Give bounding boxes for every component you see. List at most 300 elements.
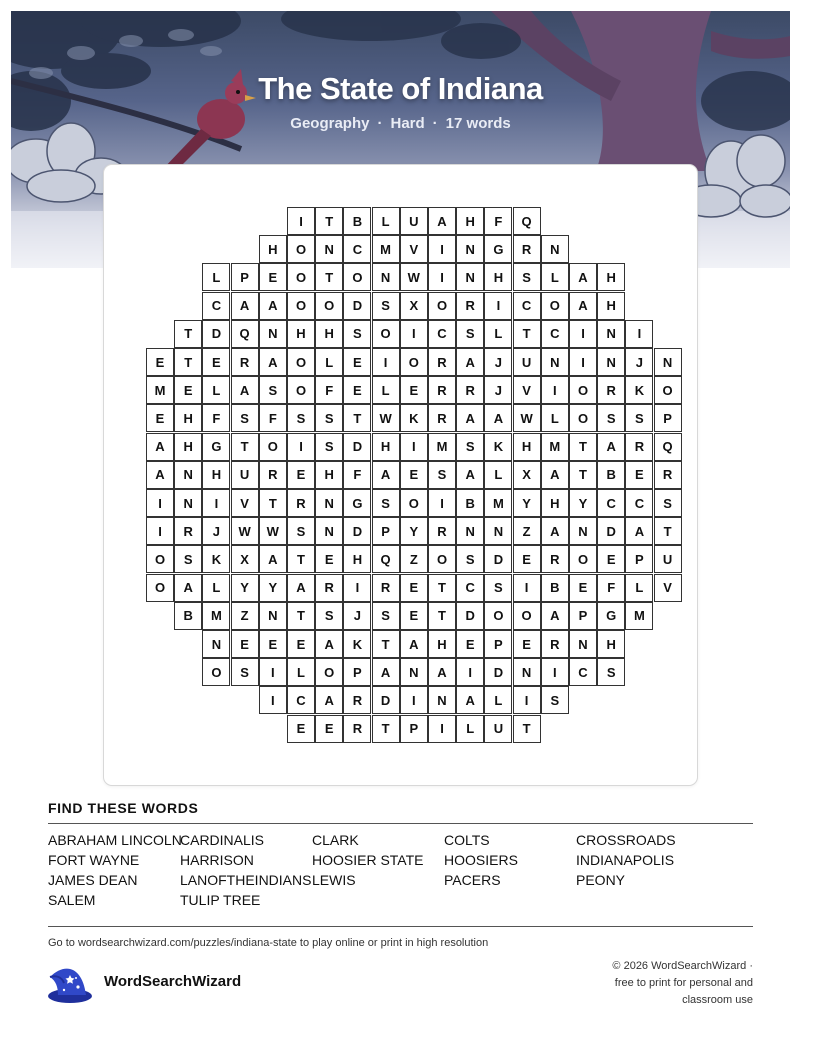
grid-cell: E [287,630,315,658]
grid-cell: R [428,404,456,432]
grid-cell: S [456,545,484,573]
grid-cell: S [231,658,259,686]
grid-cell: N [569,517,597,545]
grid-cell: I [400,686,428,714]
grid-cell: N [315,517,343,545]
grid-cell: I [259,658,287,686]
grid-cell: I [343,574,371,602]
grid-cell: Q [654,433,682,461]
grid-cell: D [343,517,371,545]
word-list-item: COLTS [444,832,490,848]
grid-cell: M [541,433,569,461]
grid-cell: Z [513,517,541,545]
grid-cell: N [597,320,625,348]
grid-cell: O [146,574,174,602]
grid-cell: O [569,404,597,432]
grid-cell: T [513,715,541,743]
grid-cell: T [513,320,541,348]
grid-cell: J [343,602,371,630]
grid-cell: F [259,404,287,432]
grid-cell: S [484,574,512,602]
grid-cell: L [202,376,230,404]
grid-cell: A [541,461,569,489]
grid-cell: S [315,433,343,461]
grid-cell: R [174,517,202,545]
grid-cell: L [541,263,569,291]
puzzle-meta [11,115,790,132]
grid-cell: C [625,489,653,517]
grid-cell: E [343,376,371,404]
grid-cell: E [400,376,428,404]
grid-cell: Y [231,574,259,602]
difficulty-label: Hard [390,115,425,132]
grid-cell: N [428,686,456,714]
grid-cell: O [513,602,541,630]
grid-cell: O [428,545,456,573]
grid-cell: O [287,292,315,320]
grid-cell: E [400,602,428,630]
grid-cell: N [597,348,625,376]
grid-cell: R [231,348,259,376]
grid-cell: A [259,545,287,573]
word-list-item: INDIANAPOLIS [576,852,675,868]
grid-cell: A [597,433,625,461]
grid-cell: O [259,433,287,461]
word-list-item: PACERS [444,872,501,888]
copyright-line: free to print for personal and [614,977,753,989]
grid-cell: Z [400,545,428,573]
grid-cell: D [597,517,625,545]
grid-cell: H [343,545,371,573]
grid-cell: H [174,404,202,432]
word-list-item: SALEM [48,892,96,908]
grid-cell: T [343,404,371,432]
grid-cell: E [259,263,287,291]
grid-cell: S [315,404,343,432]
grid-cell: H [484,263,512,291]
grid-cell: H [372,433,400,461]
grid-cell: K [400,404,428,432]
word-list-item: HOOSIERS [444,852,518,868]
grid-cell: S [597,404,625,432]
grid-cell: H [456,207,484,235]
grid-cell: E [569,574,597,602]
grid-cell: R [654,461,682,489]
grid-cell: B [456,489,484,517]
grid-cell: M [625,602,653,630]
grid-cell: I [202,489,230,517]
grid-cell: E [202,348,230,376]
grid-cell: X [231,545,259,573]
grid-cell: E [400,461,428,489]
puzzle-card [103,164,698,786]
grid-cell: C [513,292,541,320]
grid-cell: H [315,320,343,348]
grid-cell: L [541,404,569,432]
grid-cell: P [569,602,597,630]
grid-cell: D [372,686,400,714]
grid-cell: Q [231,320,259,348]
grid-cell: S [456,433,484,461]
grid-cell: E [400,574,428,602]
grid-cell: A [146,461,174,489]
grid-cell: N [259,320,287,348]
grid-cell: N [456,235,484,263]
grid-cell: E [315,715,343,743]
grid-cell: J [484,348,512,376]
grid-cell: C [428,320,456,348]
grid-cell: N [372,263,400,291]
grid-cell: A [428,658,456,686]
grid-cell: E [287,461,315,489]
copyright-notice [553,958,753,1009]
page-title: The State of Indiana [258,71,543,106]
grid-cell: D [456,602,484,630]
grid-cell: A [372,461,400,489]
grid-cell: K [484,433,512,461]
grid-cell: T [315,263,343,291]
grid-cell: R [456,376,484,404]
grid-cell: O [654,376,682,404]
grid-cell: R [343,686,371,714]
grid-cell: I [146,489,174,517]
grid-cell: T [569,433,597,461]
grid-cell: D [484,545,512,573]
grid-cell: B [174,602,202,630]
grid-cell: S [513,263,541,291]
grid-cell: E [456,630,484,658]
grid-cell: L [484,686,512,714]
grid-cell: P [400,715,428,743]
grid-cell: R [597,376,625,404]
grid-cell: E [513,630,541,658]
grid-cell: A [372,658,400,686]
divider [48,823,753,824]
grid-cell: A [231,376,259,404]
grid-cell: B [343,207,371,235]
grid-cell: J [202,517,230,545]
grid-cell: O [146,545,174,573]
word-list-item: FORT WAYNE [48,852,140,868]
grid-cell: N [259,602,287,630]
grid-cell: I [569,320,597,348]
wizard-hat-icon [46,963,94,1010]
grid-cell: A [484,404,512,432]
grid-cell: S [372,292,400,320]
grid-cell: I [456,658,484,686]
grid-cell: S [428,461,456,489]
grid-cell: S [456,320,484,348]
grid-cell: H [597,630,625,658]
grid-cell: V [400,235,428,263]
grid-cell: E [315,545,343,573]
grid-cell: N [202,630,230,658]
grid-cell: A [456,348,484,376]
grid-cell: O [287,263,315,291]
word-list-item: PEONY [576,872,626,888]
grid-cell: T [174,348,202,376]
grid-cell: T [259,489,287,517]
grid-cell: O [202,658,230,686]
word-list-item: HARRISON [180,852,254,868]
grid-cell: R [513,235,541,263]
grid-cell: A [231,292,259,320]
brand-name: WordSearchWizard [104,973,242,990]
grid-cell: Y [569,489,597,517]
grid-cell: I [428,489,456,517]
grid-cell: A [456,686,484,714]
copyright-line: © 2026 WordSearchWizard · [612,960,753,972]
grid-cell: S [231,404,259,432]
grid-cell: F [343,461,371,489]
grid-cell: G [343,489,371,517]
online-link-text: Go to wordsearchwizard.com/puzzles/indiana-state to play online or print in high resolution [48,937,489,949]
grid-cell: V [654,574,682,602]
grid-cell: R [287,489,315,517]
word-list-item: CARDINALIS [180,832,265,848]
word-list-item: LANOFTHEINDIANS [180,872,312,888]
grid-cell: S [597,658,625,686]
grid-cell: A [456,404,484,432]
grid-cell: C [541,320,569,348]
word-list-item: ABRAHAM LINCOLN [48,832,182,848]
grid-cell: I [569,348,597,376]
grid-cell: H [513,433,541,461]
grid-cell: U [231,461,259,489]
copyright-line: classroom use [682,994,753,1006]
grid-cell: Z [231,602,259,630]
grid-cell: T [287,545,315,573]
grid-cell: O [315,658,343,686]
grid-cell: M [484,489,512,517]
grid-cell: D [343,433,371,461]
grid-cell: T [654,517,682,545]
grid-cell: I [372,348,400,376]
grid-cell: M [372,235,400,263]
grid-cell: P [372,517,400,545]
grid-cell: I [513,686,541,714]
grid-cell: E [597,545,625,573]
grid-cell: J [484,376,512,404]
grid-cell: Q [513,207,541,235]
grid-cell: A [428,207,456,235]
grid-cell: B [541,574,569,602]
grid-cell: S [315,602,343,630]
grid-cell: F [202,404,230,432]
grid-cell: N [315,489,343,517]
grid-cell: A [174,574,202,602]
grid-cell: D [343,292,371,320]
grid-cell: F [484,207,512,235]
grid-cell: O [287,376,315,404]
grid-cell: I [259,686,287,714]
grid-cell: H [174,433,202,461]
grid-cell: L [202,263,230,291]
grid-cell: E [625,461,653,489]
grid-cell: C [287,686,315,714]
grid-cell: L [315,348,343,376]
grid-cell: C [343,235,371,263]
grid-cell: S [287,517,315,545]
grid-cell: R [456,292,484,320]
grid-cell: X [513,461,541,489]
grid-cell: N [400,658,428,686]
grid-cell: S [259,376,287,404]
grid-cell: H [287,320,315,348]
grid-cell: D [202,320,230,348]
grid-cell: A [315,630,343,658]
grid-cell: A [287,574,315,602]
word-list-item: CROSSROADS [576,832,676,848]
grid-cell: A [569,292,597,320]
grid-cell: O [287,235,315,263]
grid-cell: R [625,433,653,461]
grid-cell: R [343,715,371,743]
grid-cell: I [541,658,569,686]
grid-cell: N [315,235,343,263]
word-list-item: HOOSIER STATE [312,852,424,868]
grid-cell: C [456,574,484,602]
grid-cell: O [400,348,428,376]
grid-cell: W [231,517,259,545]
grid-cell: U [400,207,428,235]
grid-cell: S [372,602,400,630]
grid-cell: E [146,404,174,432]
grid-cell: N [541,235,569,263]
grid-cell: E [231,630,259,658]
grid-cell: T [569,461,597,489]
grid-cell: S [372,489,400,517]
grid-cell: A [456,461,484,489]
grid-cell: T [287,602,315,630]
grid-cell: N [513,658,541,686]
grid-cell: R [428,376,456,404]
grid-cell: A [541,517,569,545]
grid-cell: E [513,545,541,573]
grid-cell: P [231,263,259,291]
grid-cell: I [625,320,653,348]
grid-cell: Q [372,545,400,573]
grid-cell: K [202,545,230,573]
grid-cell: O [569,545,597,573]
grid-cell: Y [400,517,428,545]
grid-cell: O [484,602,512,630]
grid-cell: M [202,602,230,630]
grid-cell: L [287,658,315,686]
grid-cell: P [484,630,512,658]
grid-cell: A [569,263,597,291]
grid-cell: R [259,461,287,489]
grid-cell: H [259,235,287,263]
grid-cell: J [625,348,653,376]
grid-cell: Y [259,574,287,602]
grid-cell: G [202,433,230,461]
grid-cell: H [315,461,343,489]
grid-cell: H [428,630,456,658]
grid-cell: I [428,715,456,743]
grid-cell: I [287,207,315,235]
grid-cell: O [343,263,371,291]
grid-cell: O [315,292,343,320]
grid-cell: N [456,263,484,291]
grid-cell: P [654,404,682,432]
grid-cell: N [456,517,484,545]
grid-cell: H [597,263,625,291]
grid-cell: M [146,376,174,404]
grid-cell: K [343,630,371,658]
grid-cell: W [372,404,400,432]
grid-cell: N [484,517,512,545]
grid-cell: P [625,545,653,573]
grid-cell: V [513,376,541,404]
grid-cell: H [597,292,625,320]
grid-cell: U [513,348,541,376]
grid-cell: R [541,630,569,658]
divider [48,926,753,927]
grid-cell: N [569,630,597,658]
word-list-heading: FIND THESE WORDS [48,800,199,816]
grid-cell: D [484,658,512,686]
grid-cell: N [174,489,202,517]
grid-cell: S [625,404,653,432]
grid-cell: W [400,263,428,291]
grid-cell: A [400,630,428,658]
grid-cell: V [231,489,259,517]
grid-cell: N [174,461,202,489]
grid-cell: A [259,348,287,376]
word-count-label: 17 words [445,115,511,132]
grid-cell: O [400,489,428,517]
grid-cell: U [484,715,512,743]
grid-cell: H [202,461,230,489]
grid-cell: O [287,348,315,376]
grid-cell: T [428,602,456,630]
grid-cell: E [146,348,174,376]
grid-cell: I [541,376,569,404]
grid-cell: S [287,404,315,432]
grid-cell: X [400,292,428,320]
grid-cell: O [569,376,597,404]
grid-cell: O [372,320,400,348]
grid-cell: I [428,235,456,263]
grid-cell: F [597,574,625,602]
grid-cell: A [541,602,569,630]
grid-cell: I [428,263,456,291]
grid-cell: W [259,517,287,545]
grid-cell: T [231,433,259,461]
category-label: Geography [290,115,370,132]
grid-cell: S [654,489,682,517]
word-list-item: JAMES DEAN [48,872,138,888]
grid-cell: M [428,433,456,461]
grid-cell: T [174,320,202,348]
grid-cell: E [259,630,287,658]
grid-cell: I [287,433,315,461]
grid-cell: B [597,461,625,489]
grid-cell: L [484,461,512,489]
grid-cell: I [513,574,541,602]
grid-cell: R [315,574,343,602]
grid-cell: R [541,545,569,573]
grid-cell: I [400,320,428,348]
grid-cell: T [372,715,400,743]
grid-cell: Y [513,489,541,517]
grid-cell: L [372,376,400,404]
grid-cell: S [343,320,371,348]
grid-cell: I [146,517,174,545]
grid-cell: R [372,574,400,602]
grid-cell: C [569,658,597,686]
